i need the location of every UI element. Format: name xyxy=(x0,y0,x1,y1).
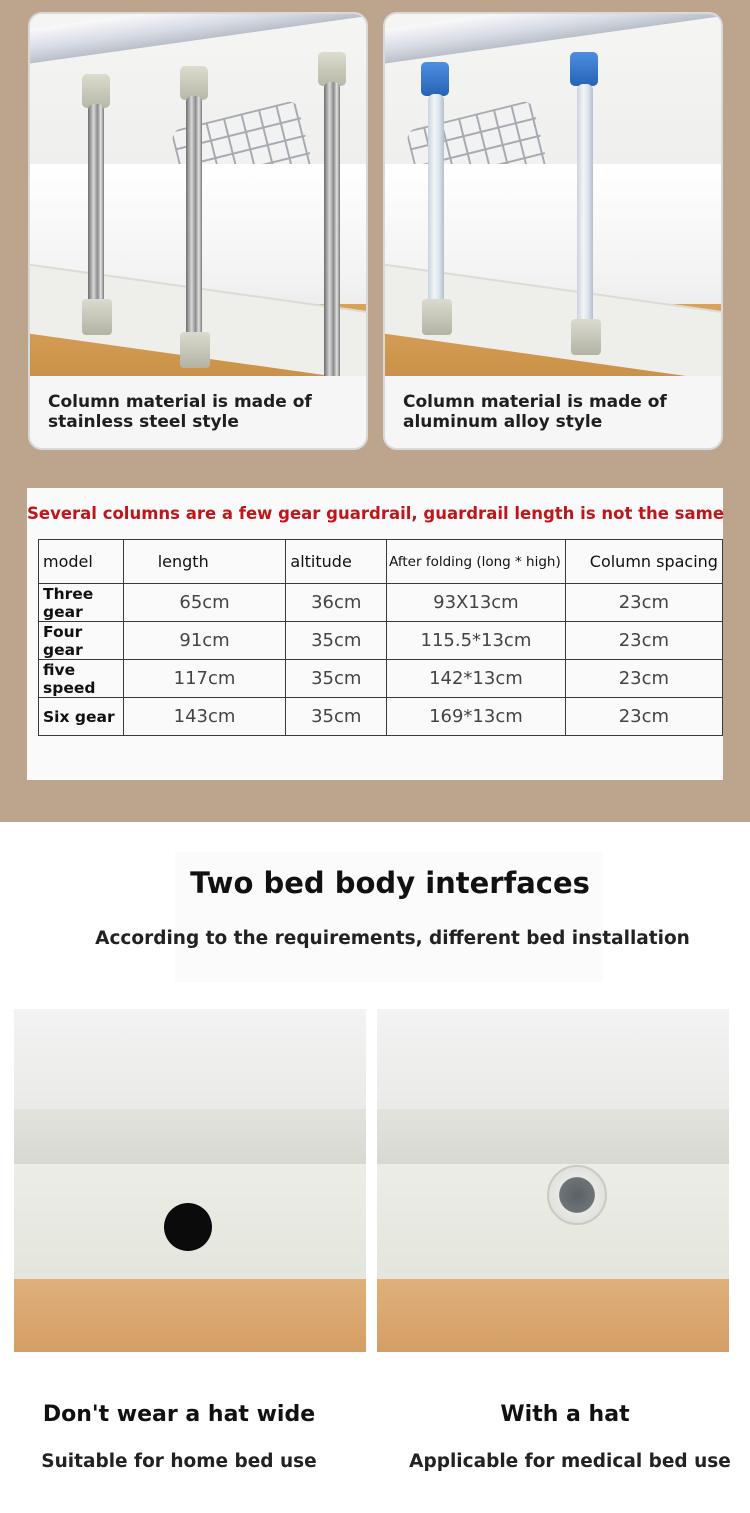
row-folded-size: 142*13cm xyxy=(387,660,566,698)
table-header-row xyxy=(39,540,723,584)
row-folded-size: 93X13cm xyxy=(387,584,566,622)
hatless-title: Don't wear a hat wide xyxy=(42,1402,316,1427)
row-model: Three gear xyxy=(39,584,124,622)
row-altitude: 36cm xyxy=(286,584,387,622)
row-length: 65cm xyxy=(123,584,286,622)
row-column-spacing: 23cm xyxy=(565,584,722,622)
hatless-interface-photo xyxy=(14,1009,366,1352)
row-model: five speed xyxy=(39,660,124,698)
aluminum-alloy-guardrail-photo xyxy=(385,14,721,376)
header-altitude: altitude xyxy=(286,540,387,584)
table-row xyxy=(39,660,723,698)
row-altitude: 35cm xyxy=(286,660,387,698)
row-column-spacing: 23cm xyxy=(565,698,722,736)
row-column-spacing: 23cm xyxy=(565,622,722,660)
capped-interface-photo xyxy=(377,1009,729,1352)
table-row xyxy=(39,698,723,736)
header-after-folding: After folding (long * high) xyxy=(387,540,566,584)
stainless-steel-card xyxy=(28,12,368,450)
open-hole-icon xyxy=(164,1203,212,1251)
row-altitude: 35cm xyxy=(286,622,387,660)
spec-table-panel xyxy=(27,488,723,780)
aluminum-alloy-card xyxy=(383,12,723,450)
row-length: 91cm xyxy=(123,622,286,660)
spec-table xyxy=(38,539,723,736)
capped-title: With a hat xyxy=(500,1402,630,1427)
header-length: length xyxy=(123,540,286,584)
row-folded-size: 169*13cm xyxy=(387,698,566,736)
stainless-steel-caption: Column material is made of stainless steel style xyxy=(48,392,312,432)
capped-hole-icon xyxy=(547,1165,607,1225)
capped-subtitle: Applicable for medical bed use xyxy=(409,1451,731,1472)
row-length: 117cm xyxy=(123,660,286,698)
header-model: model xyxy=(39,540,124,584)
header-column-spacing: Column spacing xyxy=(565,540,722,584)
stainless-steel-guardrail-photo xyxy=(30,14,366,376)
row-column-spacing: 23cm xyxy=(565,660,722,698)
table-row xyxy=(39,622,723,660)
table-title: Several columns are a few gear guardrail, guardrail length is not the same xyxy=(27,504,725,523)
section-subtitle: According to the requirements, different bed installation xyxy=(95,928,690,949)
row-model: Six gear xyxy=(39,698,124,736)
table-row xyxy=(39,584,723,622)
row-model: Four gear xyxy=(39,622,124,660)
row-altitude: 35cm xyxy=(286,698,387,736)
row-folded-size: 115.5*13cm xyxy=(387,622,566,660)
hatless-subtitle: Suitable for home bed use xyxy=(41,1451,317,1472)
row-length: 143cm xyxy=(123,698,286,736)
section-title: Two bed body interfaces xyxy=(190,866,590,900)
aluminum-alloy-caption: Column material is made of aluminum alloy style xyxy=(403,392,667,432)
